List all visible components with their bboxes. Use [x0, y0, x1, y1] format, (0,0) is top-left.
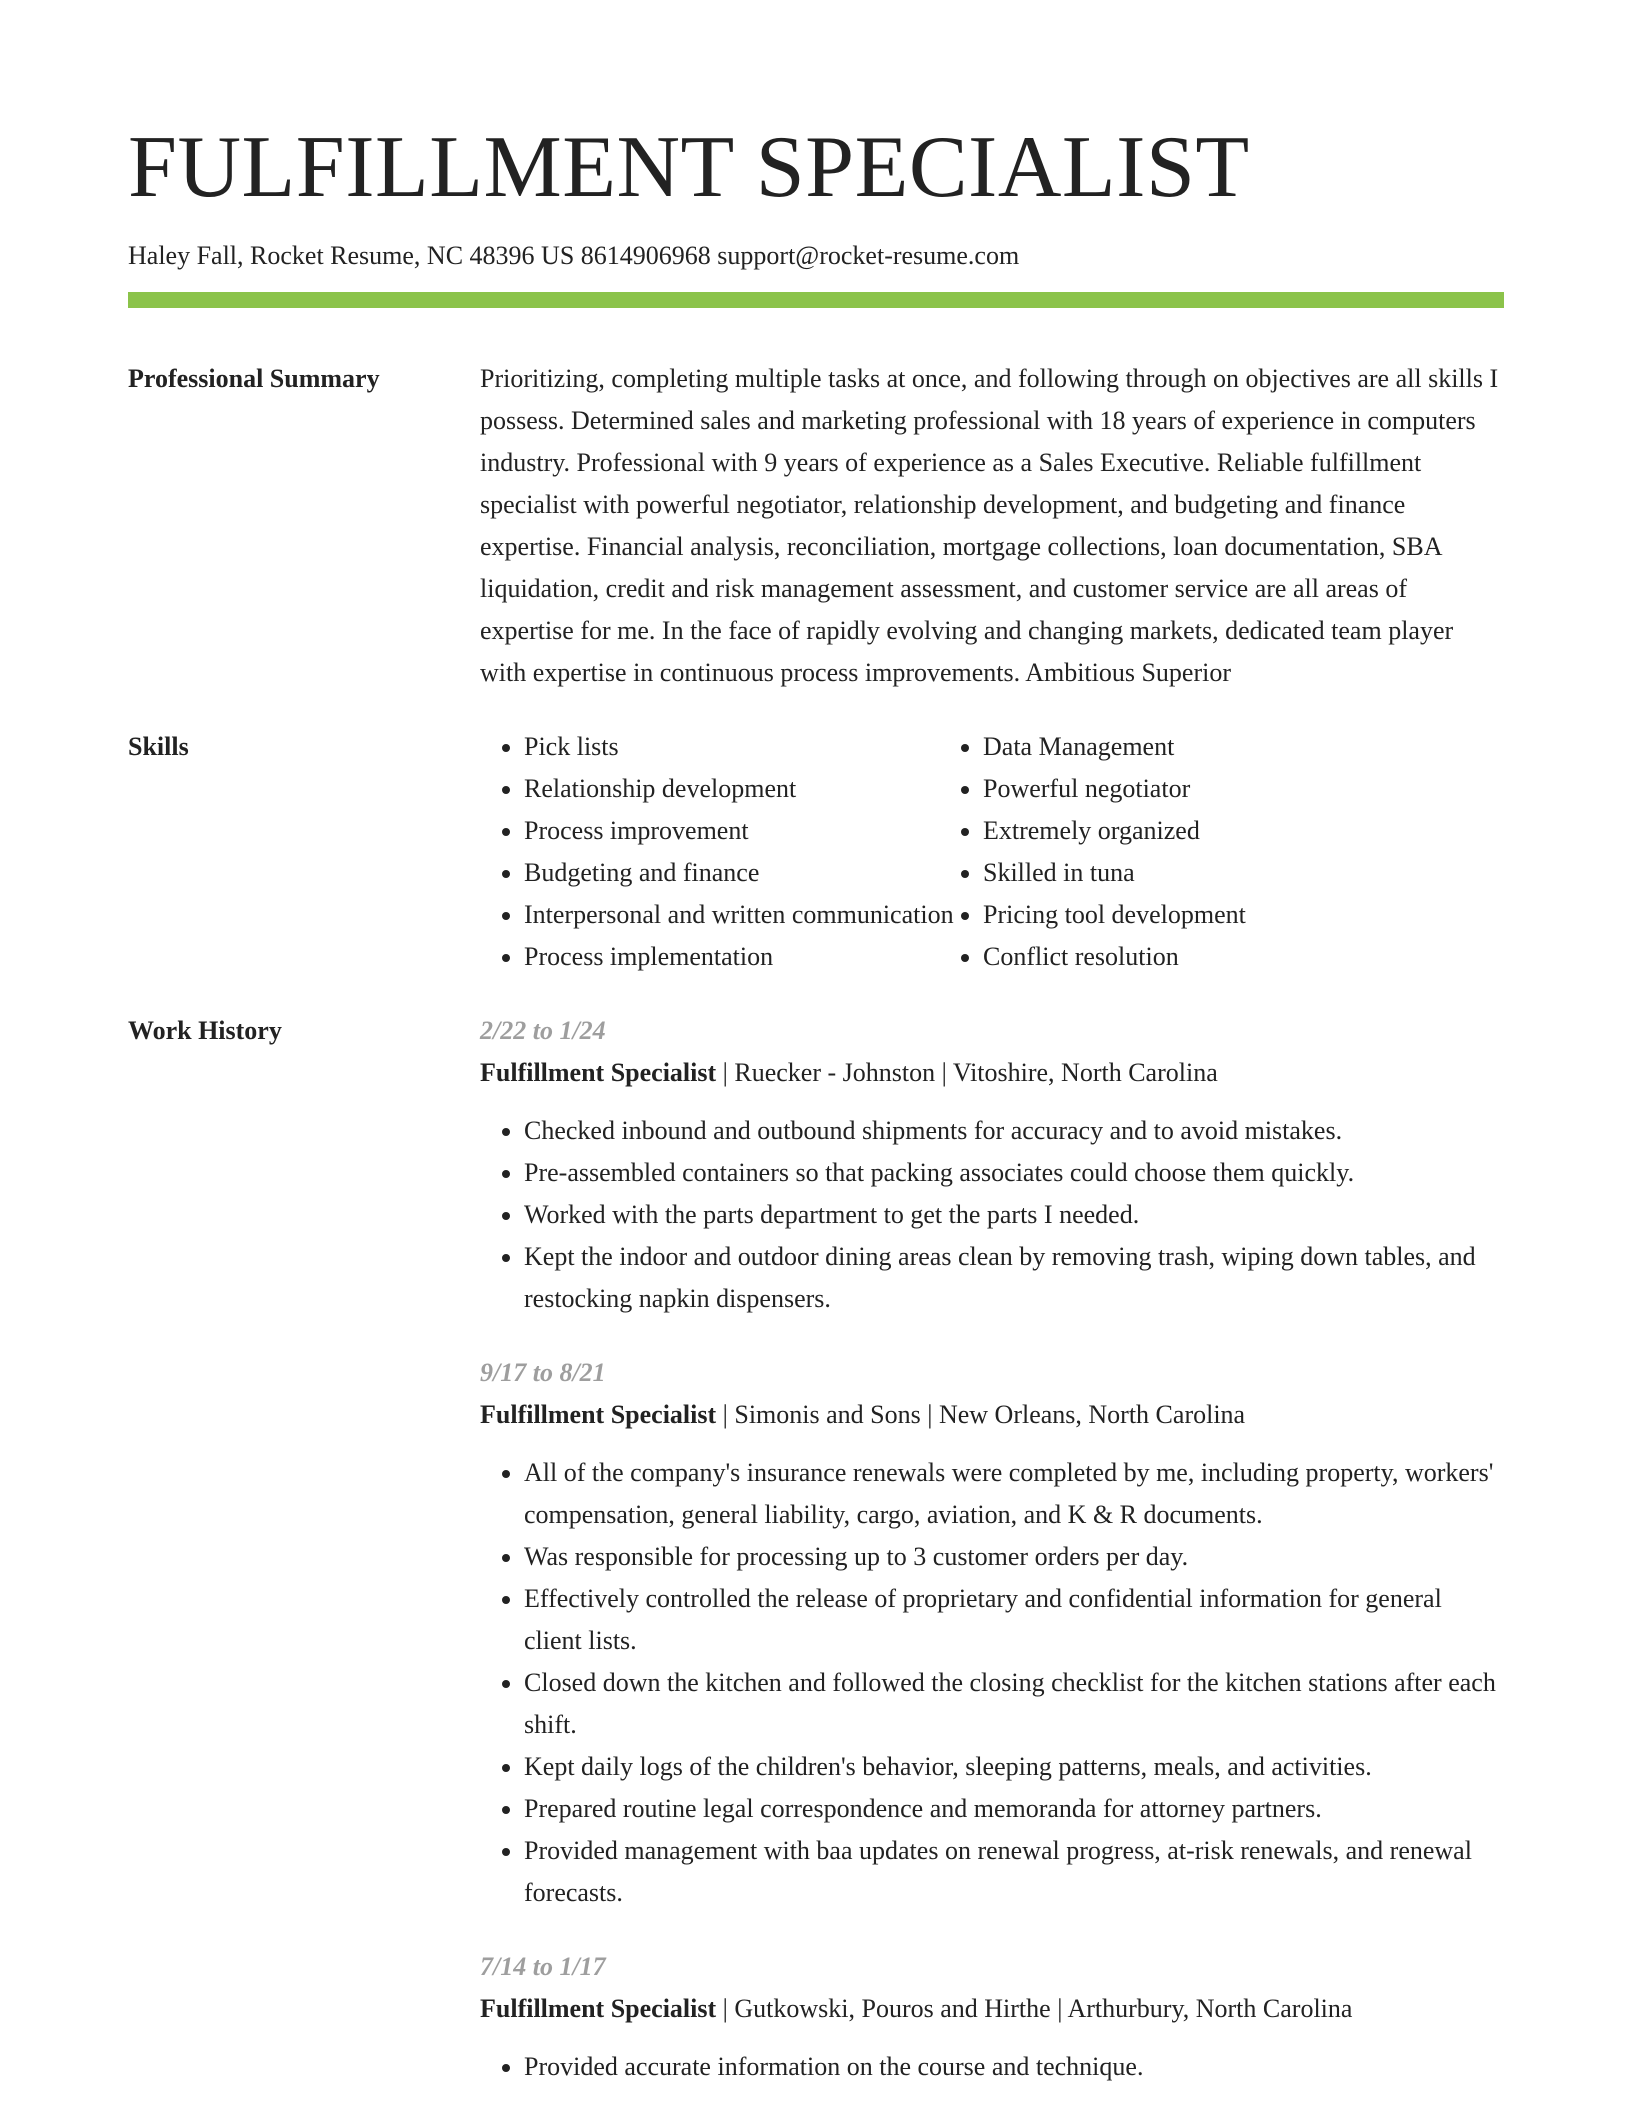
skill-item: • Extremely organized [983, 810, 1246, 852]
job-heading [480, 1988, 1504, 2030]
skill-item: • Relationship development [524, 768, 939, 810]
work-history-heading: Work History [128, 1016, 282, 1045]
job-bullets [480, 2046, 1504, 2088]
job-bullet: • Checked inbound and outbound shipments for accuracy and to avoid mistakes. [524, 1110, 1504, 1152]
skills-list-left [480, 726, 954, 978]
job-entry [480, 1352, 1504, 1914]
skills-heading: Skills [128, 732, 189, 761]
job-dates: 9/17 to 8/21 [480, 1358, 606, 1387]
job-bullet: • Worked with the parts department to get the parts I needed. [524, 1194, 1504, 1236]
job-bullet: • Pre-assembled containers so that packing associates could choose them quickly. [524, 1152, 1504, 1194]
job-bullet: • Kept daily logs of the children's behavior, sleeping patterns, meals, and activities. [524, 1746, 1504, 1788]
job-heading [480, 1052, 1504, 1094]
job-heading [480, 1394, 1504, 1436]
skills-section [128, 726, 1504, 978]
job-bullet: • All of the company's insurance renewals were completed by me, including property, workers' compensation, general liability, cargo, aviation, and K & R documents. [524, 1452, 1504, 1536]
resume-title: FULFILLMENT SPECIALIST [128, 119, 1250, 216]
skill-item: • Process implementation [524, 936, 939, 978]
job-bullet: • Kept the indoor and outdoor dining areas clean by removing trash, wiping down tables, and restocking napkin dispensers. [524, 1236, 1504, 1320]
work-history-list [480, 1010, 1504, 2120]
job-bullet: • Provided accurate information on the course and technique. [524, 2046, 1504, 2088]
job-dates: 7/14 to 1/17 [480, 1952, 606, 1981]
job-bullet: • Provided management with baa updates on renewal progress, at-risk renewals, and renewal forecasts. [524, 1830, 1504, 1914]
job-bullet: • Closed down the kitchen and followed the closing checklist for the kitchen stations after each shift. [524, 1662, 1504, 1746]
skill-item: • Budgeting and finance [524, 852, 939, 894]
skill-item: • Data Management [983, 726, 1246, 768]
job-entry [480, 1946, 1504, 2088]
skills-grid [480, 726, 1504, 978]
accent-divider [128, 292, 1504, 308]
job-employer-location: | Gutkowski, Pouros and Hirthe | Arthurbury, North Carolina [716, 1994, 1353, 2023]
job-bullet: • Was responsible for processing up to 3 customer orders per day. [524, 1536, 1504, 1578]
job-employer-location: | Ruecker - Johnston | Vitoshire, North Carolina [716, 1058, 1218, 1087]
summary-section [128, 358, 1504, 694]
summary-text: Prioritizing, completing multiple tasks at once, and following through on objectives are all skills I possess. Determined sales and marketing professional with 18 years of experience in computers industry. Professional with 9 years of experience as a Sales Executive. Reliable fulfillment specialist with powerful negotiator, relationship development, and budgeting and finance expertise. Financial analysis, reconciliation, mortgage collections, loan documentation, SBA liquidation, credit and risk management assessment, and customer service are all areas of expertise for me. In the face of rapidly evolving and changing markets, dedicated team player with expertise in continuous process improvements. Ambitious Superior [480, 364, 1499, 687]
skill-item: • Conflict resolution [983, 936, 1246, 978]
job-entry [480, 1010, 1504, 1320]
resume-page [128, 0, 1504, 2120]
skills-list-right [939, 726, 1246, 978]
job-bullets [480, 1452, 1504, 1914]
skill-item: • Pick lists [524, 726, 939, 768]
job-dates: 2/22 to 1/24 [480, 1016, 606, 1045]
work-history-section [128, 1010, 1504, 2120]
job-bullets [480, 1110, 1504, 1320]
skill-item: • Process improvement [524, 810, 939, 852]
skill-item: • Pricing tool development [983, 894, 1246, 936]
job-bullet: • Prepared routine legal correspondence and memoranda for attorney partners. [524, 1788, 1504, 1830]
job-title: Fulfillment Specialist [480, 1400, 717, 1429]
contact-line: Haley Fall, Rocket Resume, NC 48396 US 8614906968 support@rocket-resume.com [128, 241, 1020, 270]
skill-item: • Skilled in tuna [983, 852, 1246, 894]
job-employer-location: | Simonis and Sons | New Orleans, North Carolina [716, 1400, 1246, 1429]
summary-heading: Professional Summary [128, 364, 380, 393]
job-title: Fulfillment Specialist [480, 1994, 717, 2023]
job-bullet: • Effectively controlled the release of proprietary and confidential information for general client lists. [524, 1578, 1504, 1662]
job-title: Fulfillment Specialist [480, 1058, 717, 1087]
skill-item: • Powerful negotiator [983, 768, 1246, 810]
skill-item: • Interpersonal and written communication [524, 894, 939, 936]
